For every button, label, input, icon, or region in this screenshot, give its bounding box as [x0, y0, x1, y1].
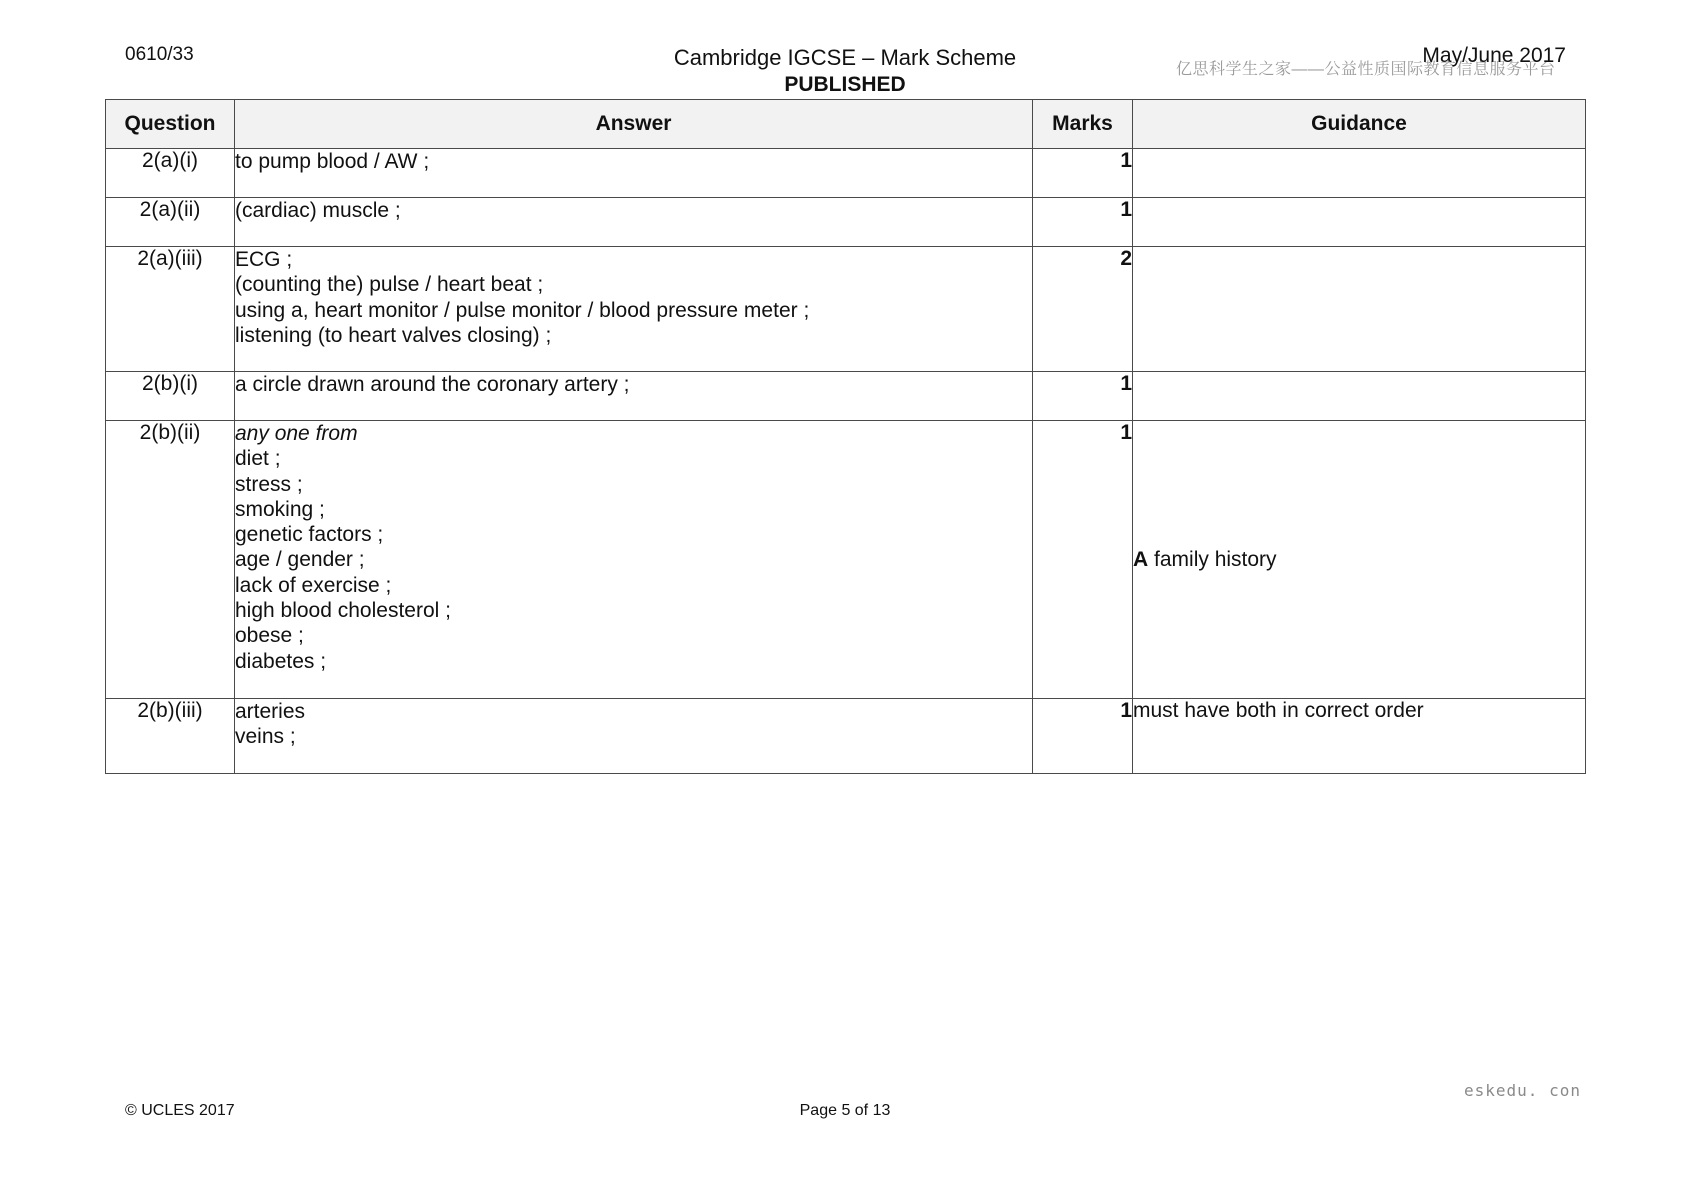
paper-code: 0610/33 [125, 44, 194, 65]
question-number: 2(a)(ii) [106, 198, 235, 247]
table-row [106, 198, 1586, 247]
answer-line: (counting the) pulse / heart beat ; [235, 273, 544, 297]
table-row [106, 149, 1586, 198]
question-number: 2(a)(i) [106, 149, 235, 198]
question-number: 2(a)(iii) [106, 247, 235, 372]
guidance-cell [1133, 149, 1586, 198]
answer-cell [235, 149, 1033, 198]
site-watermark: eskedu. con [1464, 1081, 1581, 1100]
guidance-cell: must have both in correct order [1133, 699, 1586, 774]
guidance-text: family history [1154, 547, 1277, 571]
answer-line: (cardiac) muscle ; [235, 199, 401, 222]
answer-cell [235, 372, 1033, 421]
marks-cell: 1 [1033, 149, 1133, 198]
answer-line: high blood cholesterol ; [235, 599, 451, 623]
guidance-cell [1133, 421, 1586, 699]
table-row [106, 372, 1586, 421]
exam-session: May/June 2017 [1422, 44, 1566, 67]
answer-cell [235, 699, 1033, 774]
answer-line: genetic factors ; [235, 523, 384, 547]
watermark-text: 亿思科学生之家——公益性质国际教育信息服务平台 [1176, 61, 1556, 78]
marks-cell: 1 [1033, 372, 1133, 421]
answer-cell [235, 421, 1033, 699]
answer-intro: any one from [235, 422, 358, 445]
guidance-cell [1133, 198, 1586, 247]
column-header-answer: Answer [235, 100, 1033, 149]
marks-cell: 1 [1033, 421, 1133, 699]
marks-cell: 1 [1033, 699, 1133, 774]
answer-line: age / gender ; [235, 548, 365, 572]
table-row [106, 421, 1586, 699]
copyright: © UCLES 2017 [125, 1102, 235, 1119]
answer-line: diabetes ; [235, 649, 327, 673]
column-header-marks: Marks [1033, 100, 1133, 149]
answer-line: stress ; [235, 472, 303, 496]
answer-cell [235, 247, 1033, 372]
answer-line: diet ; [235, 447, 281, 471]
marks-cell: 2 [1033, 247, 1133, 372]
guidance-cell [1133, 372, 1586, 421]
guidance-accept-label: A [1133, 547, 1149, 571]
answer-line: smoking ; [235, 497, 325, 521]
document-title: Cambridge IGCSE – Mark Scheme [673, 45, 1017, 70]
published-label: PUBLISHED [784, 73, 906, 96]
answer-line: arteries [235, 700, 306, 723]
answer-line: a circle drawn around the coronary artery ; [235, 373, 630, 396]
marks-cell: 1 [1033, 198, 1133, 247]
guidance-cell [1133, 247, 1586, 372]
answer-line: listening (to heart valves closing) ; [235, 323, 552, 347]
answer-line: using a, heart monitor / pulse monitor / blood pressure meter ; [235, 298, 810, 322]
answer-cell [235, 198, 1033, 247]
page-number: Page 5 of 13 [799, 1102, 891, 1119]
table-row [106, 699, 1586, 774]
column-header-guidance: Guidance [1133, 100, 1586, 149]
table-row [106, 247, 1586, 372]
table-header-row [106, 100, 1586, 149]
mark-scheme-table [105, 99, 1586, 774]
question-number: 2(b)(iii) [106, 699, 235, 774]
answer-line: obese ; [235, 624, 304, 648]
answer-line: lack of exercise ; [235, 573, 392, 597]
question-number: 2(b)(ii) [106, 421, 235, 699]
question-number: 2(b)(i) [106, 372, 235, 421]
answer-line: veins ; [235, 725, 296, 749]
column-header-question: Question [106, 100, 235, 149]
answer-line: to pump blood / AW ; [235, 150, 430, 173]
answer-line: ECG ; [235, 248, 293, 271]
